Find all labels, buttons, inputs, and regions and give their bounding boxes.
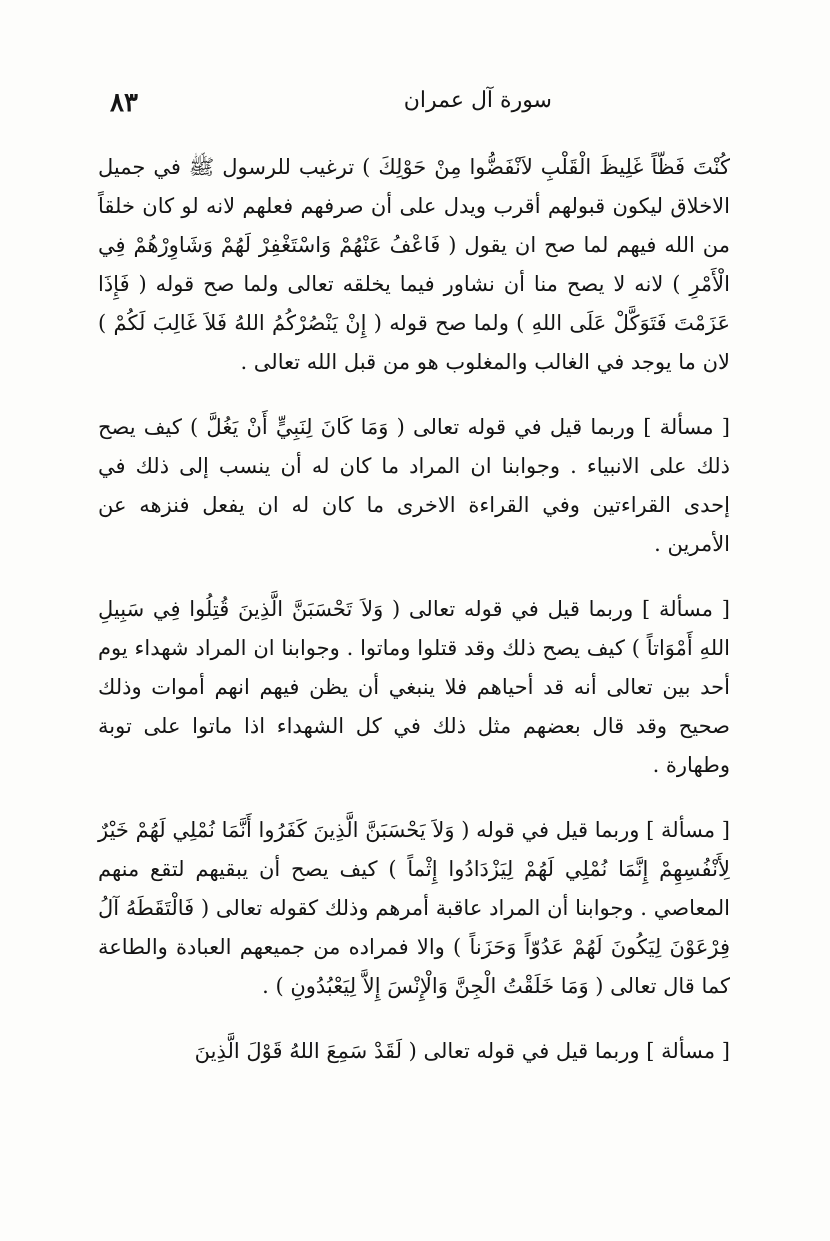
- page-number: ٨٣: [110, 88, 138, 118]
- paragraph-masala-4: [ مسألة ] وربما قيل في قوله تعالى ( لَقَدْ سَمِعَ اللهُ قَوْلَ الَّذِينَ: [194, 1039, 730, 1063]
- page-body: [98, 148, 730, 1071]
- paragraph-continuation: كُنْتَ فَظّاً غَلِيظَ الْقَلْبِ لاَنْفَضُّوا مِنْ حَوْلِكَ ) ترغيب للرسول ﷺ في جميل الاخلاق ليكون قبولهم أقرب ويدل على أن صرفهم فعلهم لانه لو كان خلقاً من الله فيهم لما صح ان يقول ( فَاعْفُ عَنْهُمْ وَاسْتَغْفِرْ لَهُمْ وَشَاوِرْهُمْ فِي الْأَمْرِ ) لانه لا يصح منا أن نشاور فيما يخلقه تعالى ولما صح قوله ( فَإِذَا عَزَمْتَ فَتَوَكَّلْ عَلَى اللهِ ) ولما صح قوله ( إِنْ يَنْصُرْكُمُ اللهُ فَلاَ غَالِبَ لَكُمْ ) لان ما يوجد في الغالب والمغلوب هو من قبل الله تعالى .: [98, 155, 730, 374]
- running-title: سورة آل عمران: [403, 88, 552, 113]
- paragraph-masala-2: [ مسألة ] وربما قيل في قوله تعالى ( وَلاَ تَحْسَبَنَّ الَّذِينَ قُتِلُوا فِي سَبِيلِ اللهِ أَمْوَاتاً ) كيف يصح ذلك وقد قتلوا وماتوا . وجوابنا ان المراد شهداء يوم أحد بين تعالى أنه قد أحياهم فلا ينبغي أن يظن فيهم انهم أموات وذلك صحيح وقد قال بعضهم مثل ذلك في كل الشهداء اذا ماتوا على توبة وطهارة .: [98, 597, 730, 777]
- paragraph-masala-3: [ مسألة ] وربما قيل في قوله ( وَلاَ يَحْسَبَنَّ الَّذِينَ كَفَرُوا أَنَّمَا نُمْلِي لَهُمْ خَيْرٌ لِأَنْفُسِهِمْ إِنَّمَا نُمْلِي لَهُمْ لِيَزْدَادُوا إِثْماً ) كيف يصح أن يبقيهم لتقع منهم المعاصي . وجوابنا أن المراد عاقبة أمرهم وذلك كقوله تعالى ( فَالْتَقَطَهُ آلُ فِرْعَوْنَ لِيَكُونَ لَهُمْ عَدُوّاً وَحَزَناً ) والا فمراده من جميعهم العبادة والطاعة كما قال تعالى ( وَمَا خَلَقْتُ الْجِنَّ وَالْإِنْسَ إِلاَّ لِيَعْبُدُونِ ) .: [98, 818, 730, 998]
- paragraph-masala-1: [ مسألة ] وربما قيل في قوله تعالى ( وَمَا كَانَ لِنَبِيٍّ أَنْ يَغُلَّ ) كيف يصح ذلك على الانبياء . وجوابنا ان المراد ما كان له أن ينسب إلى ذلك في إحدى القراءتين وفي القراءة الاخرى ما كان له ان يفعل فنزهه عن الأمرين .: [98, 415, 730, 556]
- page-header: [110, 88, 720, 124]
